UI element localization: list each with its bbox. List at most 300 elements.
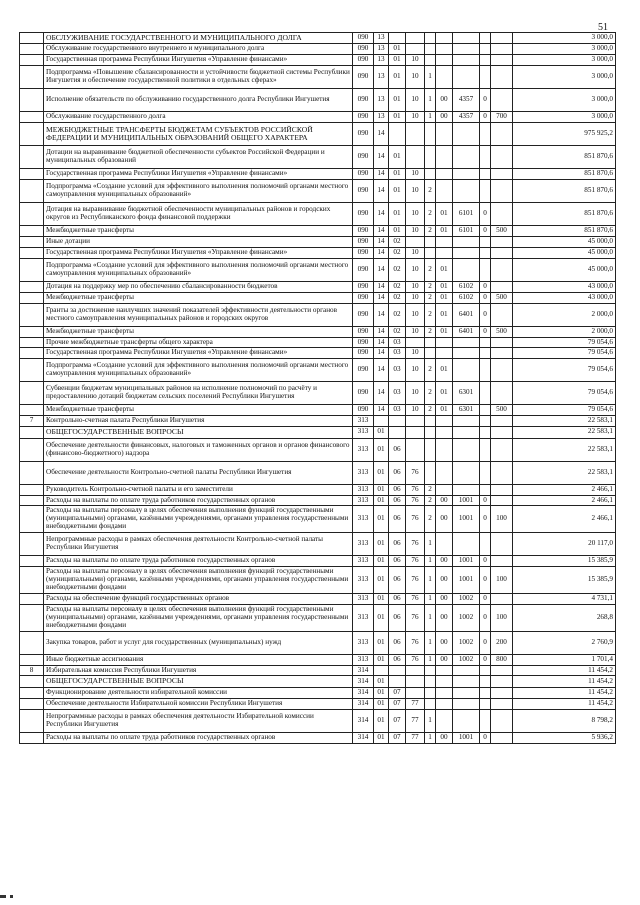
row-code-c2: 14 (374, 359, 389, 382)
row-code-c3: 06 (389, 654, 406, 665)
row-code-c9 (491, 732, 513, 743)
row-code-c2: 14 (374, 326, 389, 337)
row-code-c8 (480, 146, 491, 169)
row-code-c5: 2 (425, 506, 436, 533)
row-code-c6: 00 (436, 495, 453, 506)
row-code-c1: 313 (353, 631, 374, 654)
row-code-c7 (453, 461, 480, 484)
row-code-c3: 07 (389, 732, 406, 743)
row-number (20, 236, 44, 247)
row-code-c6: 00 (436, 112, 453, 123)
row-code-c5 (425, 337, 436, 348)
row-amount: 79 054,6 (513, 348, 616, 359)
table-row (20, 676, 616, 687)
row-code-c4: 76 (406, 506, 425, 533)
row-code-c6 (436, 533, 453, 556)
row-code-c2: 14 (374, 226, 389, 237)
row-code-c3: 03 (389, 405, 406, 416)
row-code-c7 (453, 348, 480, 359)
table-row (20, 405, 616, 416)
row-amount: 851 870,6 (513, 180, 616, 203)
row-name: Государственная программа Республики Ингушетия «Управление финансами» (44, 55, 353, 66)
row-amount: 45 000,0 (513, 236, 616, 247)
row-number (20, 180, 44, 203)
row-code-c7 (453, 416, 480, 427)
row-code-c7: 6301 (453, 405, 480, 416)
row-code-c3: 06 (389, 495, 406, 506)
row-amount: 4 731,1 (513, 593, 616, 604)
row-code-c9: 100 (491, 506, 513, 533)
row-code-c8: 0 (480, 203, 491, 226)
row-code-c9 (491, 438, 513, 461)
row-code-c9 (491, 169, 513, 180)
row-code-c3: 03 (389, 348, 406, 359)
row-code-c5: 2 (425, 258, 436, 281)
row-number (20, 281, 44, 292)
row-code-c5 (425, 416, 436, 427)
row-code-c4: 76 (406, 604, 425, 631)
row-code-c6 (436, 146, 453, 169)
row-code-c8: 0 (480, 556, 491, 567)
row-code-c9 (491, 236, 513, 247)
row-code-c3 (389, 416, 406, 427)
row-code-c3: 02 (389, 247, 406, 258)
row-code-c4 (406, 438, 425, 461)
row-code-c8 (480, 44, 491, 55)
row-code-c6: 01 (436, 281, 453, 292)
row-code-c9 (491, 709, 513, 732)
row-code-c9 (491, 303, 513, 326)
row-code-c7 (453, 665, 480, 676)
row-code-c6: 00 (436, 506, 453, 533)
row-code-c6 (436, 66, 453, 89)
row-code-c8 (480, 709, 491, 732)
row-code-c5: 2 (425, 382, 436, 405)
row-code-c5 (425, 55, 436, 66)
row-number (20, 567, 44, 594)
row-code-c3: 06 (389, 593, 406, 604)
row-code-c2: 13 (374, 33, 389, 44)
row-code-c6 (436, 698, 453, 709)
row-code-c2: 14 (374, 146, 389, 169)
table-row (20, 292, 616, 303)
row-code-c4: 76 (406, 461, 425, 484)
row-code-c1: 090 (353, 33, 374, 44)
row-number (20, 89, 44, 112)
row-code-c8: 0 (480, 631, 491, 654)
row-code-c6: 00 (436, 631, 453, 654)
row-code-c5 (425, 427, 436, 438)
row-number (20, 405, 44, 416)
row-code-c3: 02 (389, 281, 406, 292)
row-code-c1: 313 (353, 427, 374, 438)
row-number (20, 593, 44, 604)
row-code-c2: 01 (374, 654, 389, 665)
row-name: Обеспечение деятельности Контрольно-счетной палаты Республики Ингушетия (44, 461, 353, 484)
row-amount: 2 000,0 (513, 303, 616, 326)
row-name: Подпрограмма «Создание условий для эффективного выполнения полномочий органами местного самоуправления муниципальных образований» (44, 359, 353, 382)
row-code-c5: 2 (425, 292, 436, 303)
row-code-c3: 02 (389, 303, 406, 326)
row-number (20, 676, 44, 687)
row-amount: 851 870,6 (513, 169, 616, 180)
row-code-c5: 2 (425, 226, 436, 237)
row-code-c3: 01 (389, 203, 406, 226)
row-name: Государственная программа Республики Ингушетия «Управление финансами» (44, 247, 353, 258)
row-code-c1: 314 (353, 709, 374, 732)
row-code-c5 (425, 169, 436, 180)
row-code-c8: 0 (480, 604, 491, 631)
row-code-c7: 6401 (453, 303, 480, 326)
row-name: Расходы на выплаты по оплате труда работников государственных органов (44, 556, 353, 567)
row-code-c4: 10 (406, 281, 425, 292)
row-code-c7 (453, 698, 480, 709)
row-code-c6: 00 (436, 593, 453, 604)
row-code-c2: 01 (374, 593, 389, 604)
row-code-c9 (491, 665, 513, 676)
row-code-c7: 1002 (453, 654, 480, 665)
table-row (20, 484, 616, 495)
row-code-c4: 10 (406, 169, 425, 180)
row-code-c7: 1001 (453, 732, 480, 743)
row-code-c5: 2 (425, 359, 436, 382)
table-row (20, 66, 616, 89)
row-code-c8: 0 (480, 506, 491, 533)
row-code-c1: 090 (353, 405, 374, 416)
row-amount: 79 054,6 (513, 359, 616, 382)
row-code-c9 (491, 676, 513, 687)
row-code-c8 (480, 416, 491, 427)
row-code-c6 (436, 169, 453, 180)
table-row (20, 427, 616, 438)
row-code-c7 (453, 337, 480, 348)
row-code-c1: 090 (353, 303, 374, 326)
row-code-c3 (389, 665, 406, 676)
row-code-c6 (436, 44, 453, 55)
row-number (20, 495, 44, 506)
row-name: Межбюджетные трансферты (44, 405, 353, 416)
row-code-c3: 01 (389, 44, 406, 55)
row-code-c5 (425, 348, 436, 359)
row-code-c6: 00 (436, 732, 453, 743)
row-code-c4 (406, 676, 425, 687)
row-number (20, 55, 44, 66)
row-code-c7 (453, 44, 480, 55)
row-code-c5 (425, 44, 436, 55)
row-code-c8 (480, 665, 491, 676)
row-code-c3: 01 (389, 226, 406, 237)
row-amount: 268,8 (513, 604, 616, 631)
row-code-c9 (491, 495, 513, 506)
row-code-c4: 77 (406, 732, 425, 743)
row-number (20, 292, 44, 303)
row-amount: 5 936,2 (513, 732, 616, 743)
row-code-c7: 1001 (453, 495, 480, 506)
table-row (20, 495, 616, 506)
row-number (20, 556, 44, 567)
row-code-c3 (389, 676, 406, 687)
table-row (20, 226, 616, 237)
row-code-c2: 14 (374, 203, 389, 226)
row-code-c7 (453, 427, 480, 438)
row-code-c5 (425, 698, 436, 709)
row-number (20, 631, 44, 654)
row-name: Подпрограмма «Создание условий для эффективного выполнения полномочий органами местного самоуправления муниципальных образований» (44, 258, 353, 281)
row-code-c7 (453, 533, 480, 556)
row-code-c8 (480, 55, 491, 66)
row-amount: 43 000,0 (513, 292, 616, 303)
row-amount: 22 583,1 (513, 427, 616, 438)
row-code-c4: 10 (406, 112, 425, 123)
row-code-c1: 314 (353, 698, 374, 709)
row-code-c8 (480, 258, 491, 281)
row-amount: 11 454,2 (513, 676, 616, 687)
row-amount: 8 798,2 (513, 709, 616, 732)
row-name: Обеспечение деятельности финансовых, налоговых и таможенных органов и органов финансового (финансово-бюджетного) надзора (44, 438, 353, 461)
row-number: 8 (20, 665, 44, 676)
row-name: Дотации на выравнивание бюджетной обеспеченности субъектов Российской Федерации и муниципальных образований (44, 146, 353, 169)
row-number (20, 203, 44, 226)
table-row (20, 416, 616, 427)
row-code-c3: 02 (389, 236, 406, 247)
row-code-c8 (480, 247, 491, 258)
row-code-c2: 01 (374, 676, 389, 687)
row-code-c8: 0 (480, 495, 491, 506)
row-name: Обслуживание государственного долга (44, 112, 353, 123)
row-code-c6 (436, 180, 453, 203)
row-code-c7: 1002 (453, 604, 480, 631)
row-code-c4: 10 (406, 258, 425, 281)
row-code-c2: 01 (374, 484, 389, 495)
row-name: Подпрограмма «Повышение сбалансированности и устойчивости бюджетной системы Республики Ингушетия и обеспечение государственной политики в отдельных сферах» (44, 66, 353, 89)
row-code-c6 (436, 416, 453, 427)
row-name: Непрограммные расходы в рамках обеспечения деятельности Контрольно-счетной палаты Республики Ингушетия (44, 533, 353, 556)
row-code-c6: 01 (436, 258, 453, 281)
row-code-c1: 314 (353, 732, 374, 743)
row-code-c2: 13 (374, 66, 389, 89)
table-row (20, 359, 616, 382)
row-code-c9 (491, 593, 513, 604)
row-number: 7 (20, 416, 44, 427)
row-code-c1: 090 (353, 337, 374, 348)
row-code-c7 (453, 146, 480, 169)
row-code-c8 (480, 33, 491, 44)
row-code-c4: 76 (406, 556, 425, 567)
row-code-c6 (436, 236, 453, 247)
row-code-c1: 090 (353, 348, 374, 359)
row-code-c3: 01 (389, 66, 406, 89)
row-code-c4 (406, 44, 425, 55)
row-code-c3: 06 (389, 567, 406, 594)
row-code-c9: 500 (491, 326, 513, 337)
row-code-c5 (425, 146, 436, 169)
row-code-c1: 314 (353, 665, 374, 676)
row-code-c1: 090 (353, 146, 374, 169)
row-code-c9: 100 (491, 567, 513, 594)
row-code-c3: 02 (389, 258, 406, 281)
row-code-c2: 14 (374, 247, 389, 258)
row-code-c4: 10 (406, 226, 425, 237)
row-name: Обеспечение деятельности Избирательной комиссии Республики Ингушетия (44, 698, 353, 709)
table-row (20, 203, 616, 226)
row-code-c7 (453, 123, 480, 146)
row-code-c9 (491, 66, 513, 89)
row-code-c1: 313 (353, 416, 374, 427)
row-name: ОБЩЕГОСУДАРСТВЕННЫЕ ВОПРОСЫ (44, 676, 353, 687)
row-code-c9 (491, 247, 513, 258)
row-number (20, 604, 44, 631)
table-row (20, 732, 616, 743)
row-code-c2: 14 (374, 337, 389, 348)
row-number (20, 461, 44, 484)
row-code-c8 (480, 123, 491, 146)
row-number (20, 337, 44, 348)
row-code-c7: 6301 (453, 382, 480, 405)
row-name: Расходы на выплаты персоналу в целях обеспечения выполнения функций государственными (муниципальными) органами, казёнными учреждениями, органами управления государственными внебюджетными фондами (44, 604, 353, 631)
row-name: Подпрограмма «Создание условий для эффективного выполнения полномочий органами местного самоуправления муниципальных образований» (44, 180, 353, 203)
row-number (20, 326, 44, 337)
row-code-c8 (480, 461, 491, 484)
row-code-c7: 1001 (453, 567, 480, 594)
row-code-c8 (480, 438, 491, 461)
row-number (20, 44, 44, 55)
row-code-c2: 14 (374, 236, 389, 247)
row-code-c3 (389, 427, 406, 438)
row-code-c7 (453, 359, 480, 382)
row-name: ОБСЛУЖИВАНИЕ ГОСУДАРСТВЕННОГО И МУНИЦИПАЛЬНОГО ДОЛГА (44, 33, 353, 44)
row-code-c4 (406, 33, 425, 44)
row-code-c2: 14 (374, 169, 389, 180)
row-code-c9 (491, 123, 513, 146)
table-row (20, 146, 616, 169)
row-code-c4 (406, 665, 425, 676)
row-code-c1: 090 (353, 326, 374, 337)
table-row (20, 567, 616, 594)
row-code-c6: 01 (436, 292, 453, 303)
row-code-c7 (453, 180, 480, 203)
row-code-c1: 090 (353, 123, 374, 146)
row-code-c8 (480, 348, 491, 359)
row-name: Расходы на обеспечение функций государственных органов (44, 593, 353, 604)
row-code-c1: 313 (353, 593, 374, 604)
row-code-c4: 10 (406, 180, 425, 203)
row-code-c8: 0 (480, 732, 491, 743)
row-amount: 79 054,6 (513, 337, 616, 348)
row-code-c6 (436, 484, 453, 495)
row-number (20, 112, 44, 123)
table-row (20, 337, 616, 348)
row-code-c6 (436, 438, 453, 461)
row-code-c5: 2 (425, 484, 436, 495)
row-code-c6: 01 (436, 326, 453, 337)
row-code-c1: 313 (353, 495, 374, 506)
row-code-c5 (425, 247, 436, 258)
row-code-c3 (389, 123, 406, 146)
table-row (20, 123, 616, 146)
row-code-c5: 2 (425, 180, 436, 203)
row-code-c3: 03 (389, 382, 406, 405)
row-code-c5 (425, 33, 436, 44)
row-code-c6: 00 (436, 89, 453, 112)
row-code-c2: 01 (374, 631, 389, 654)
row-number (20, 709, 44, 732)
row-code-c9: 500 (491, 226, 513, 237)
row-number (20, 146, 44, 169)
row-amount: 3 000,0 (513, 55, 616, 66)
row-code-c8: 0 (480, 593, 491, 604)
row-number (20, 427, 44, 438)
row-amount: 3 000,0 (513, 44, 616, 55)
row-amount: 22 583,1 (513, 438, 616, 461)
row-code-c5: 1 (425, 654, 436, 665)
row-code-c1: 313 (353, 567, 374, 594)
row-code-c3: 01 (389, 146, 406, 169)
row-code-c9 (491, 258, 513, 281)
row-code-c9 (491, 461, 513, 484)
row-code-c1: 090 (353, 226, 374, 237)
row-number (20, 247, 44, 258)
row-code-c7 (453, 709, 480, 732)
row-code-c9 (491, 533, 513, 556)
row-amount: 15 385,9 (513, 567, 616, 594)
table-row (20, 348, 616, 359)
row-code-c1: 313 (353, 533, 374, 556)
row-code-c7 (453, 438, 480, 461)
row-name: Руководитель Контрольно-счетной палаты и его заместители (44, 484, 353, 495)
row-name: Гранты за достижение наилучших значений показателей эффективности деятельности органов местного самоуправления муниципальных районов и городских округов (44, 303, 353, 326)
row-code-c5: 2 (425, 326, 436, 337)
row-code-c3: 01 (389, 112, 406, 123)
row-number (20, 359, 44, 382)
row-code-c8: 0 (480, 303, 491, 326)
row-code-c5 (425, 123, 436, 146)
row-code-c9 (491, 556, 513, 567)
row-code-c2: 14 (374, 180, 389, 203)
table-row (20, 665, 616, 676)
row-code-c7 (453, 484, 480, 495)
row-code-c5 (425, 236, 436, 247)
row-code-c1: 314 (353, 676, 374, 687)
row-code-c3: 01 (389, 55, 406, 66)
row-code-c7: 1002 (453, 593, 480, 604)
table-row (20, 44, 616, 55)
row-code-c9 (491, 146, 513, 169)
row-amount: 11 454,2 (513, 665, 616, 676)
row-code-c9 (491, 180, 513, 203)
row-amount: 2 466,1 (513, 495, 616, 506)
row-code-c6 (436, 33, 453, 44)
row-code-c4: 10 (406, 89, 425, 112)
row-code-c5: 1 (425, 604, 436, 631)
row-code-c3: 07 (389, 698, 406, 709)
row-code-c4: 77 (406, 709, 425, 732)
row-code-c1: 313 (353, 604, 374, 631)
row-code-c8 (480, 698, 491, 709)
row-code-c3: 01 (389, 180, 406, 203)
row-code-c1: 090 (353, 44, 374, 55)
row-code-c1: 090 (353, 382, 374, 405)
row-number (20, 303, 44, 326)
row-code-c8 (480, 337, 491, 348)
row-code-c1: 313 (353, 654, 374, 665)
table-row (20, 631, 616, 654)
row-code-c3: 07 (389, 709, 406, 732)
table-row (20, 698, 616, 709)
row-code-c2: 01 (374, 709, 389, 732)
row-name: Обслуживание государственного внутреннего и муниципального долга (44, 44, 353, 55)
row-code-c6 (436, 55, 453, 66)
row-code-c2: 01 (374, 495, 389, 506)
